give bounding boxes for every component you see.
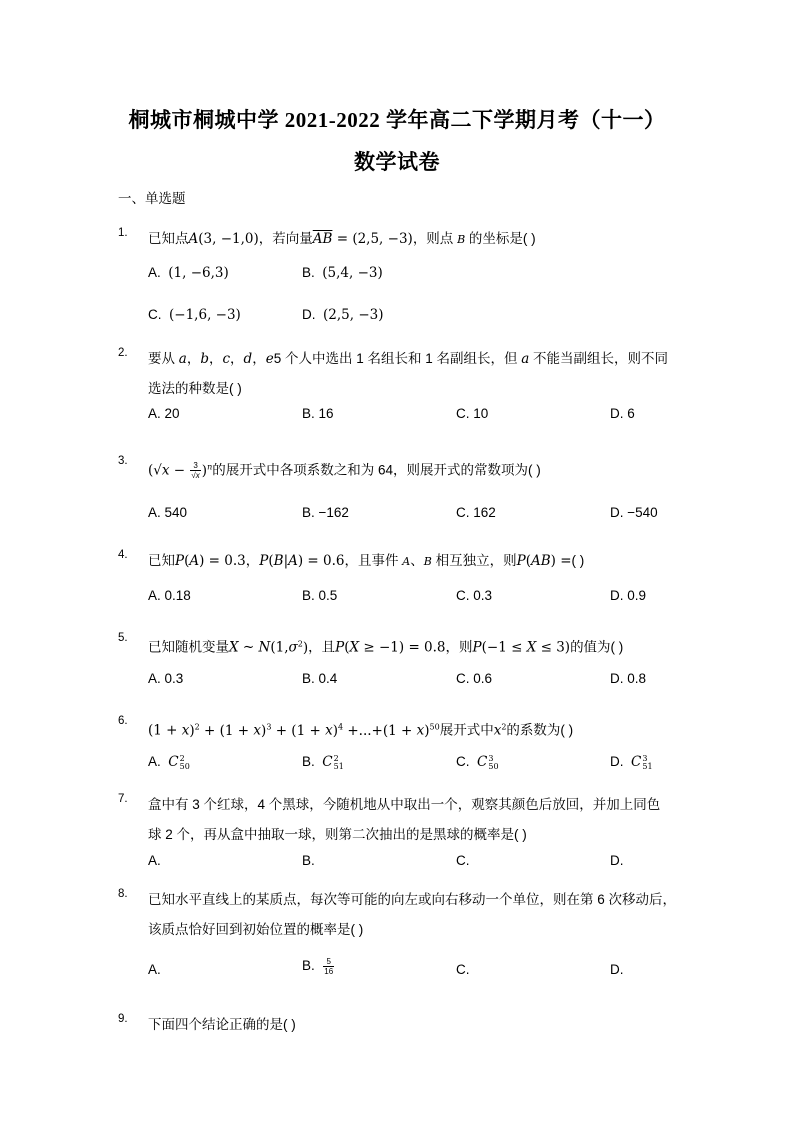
- question-text: [148, 790, 688, 850]
- option-c: C.: [456, 962, 470, 977]
- question-number: 8.: [118, 888, 128, 900]
- option-d: D. C 3 51: [610, 753, 653, 771]
- option-d: D. 0.8: [610, 671, 647, 686]
- option-d: D.: [610, 853, 624, 868]
- option-a: A. 0.18: [148, 588, 191, 603]
- option-b: B. −162: [302, 505, 349, 520]
- option-a: A.: [148, 853, 161, 868]
- question-text: 已知点A(3, −1,0)，若向量$\overline{AB} = (2,5$, −3)，则点 B 的坐标是( ): [148, 231, 536, 247]
- question-text-line-1: 已知水平直线上的某质点，每次等可能的向左或向右移动一个单位，则在第 6 次移动后，: [148, 892, 677, 907]
- option-b: B. 0.5: [302, 588, 338, 603]
- option-a: A. C 2 50: [148, 753, 190, 771]
- question-text: 已知P(A) = 0.3，P(B|A) = 0.6，且事件 A、B 相互独立，则P(AB) =( ): [148, 553, 585, 569]
- question-number: 3.: [118, 455, 128, 467]
- question-text: 已知随机变量X ~ $N(1,\sigma^2)$，且P(X ≥ −1) = 0.8，则P(−1 ≤ X ≤ 3)的值为( ): [148, 639, 624, 656]
- option-b: B.: [302, 853, 315, 868]
- question-number: 6.: [118, 715, 128, 727]
- option-a: A. 20: [148, 406, 180, 421]
- option-b: B. (5,4, −3): [302, 265, 383, 281]
- exam-title: 桐城市桐城中学 2021-2022 学年高二下学期月考（十一）: [128, 108, 666, 132]
- question-text: $(1 + x)^2 + (1 + x)^3 + (1 + x)^4 +...+(1 + x)^{50}$展开式中$x^2$的系数为( ): [148, 722, 574, 739]
- question-text: 下面四个结论正确的是( ): [148, 1017, 296, 1032]
- question-text: (√x − $\frac{3}{√x}$ )$^n$的展开式中各项系数之和为 64，则展开式的常数项为( ): [148, 461, 541, 481]
- option-c: C. C 3 50: [456, 753, 499, 771]
- option-a: A. 0.3: [148, 671, 184, 686]
- option-d: D.: [610, 962, 624, 977]
- option-d: D. (2,5, −3): [302, 307, 384, 323]
- question-number: 1.: [118, 227, 128, 239]
- option-d: D. −540: [610, 505, 658, 520]
- option-c: C. 0.3: [456, 588, 493, 603]
- question-text: 要从 a，b，c，d，e5 个人中选出 1 名组长和 1 名副组长，但 a 不能当副组长，则不同 选法的种数是( ): [148, 351, 669, 396]
- option-d: D. 0.9: [610, 588, 647, 603]
- option-c: C. 0.6: [456, 671, 493, 686]
- question-text: [148, 885, 688, 945]
- option-b: B. 16: [302, 406, 334, 421]
- question-text-line-2: 球 2 个，再从盒中抽取一球，则第二次抽出的是黑球的概率是( ): [148, 827, 527, 842]
- option-a: A. (1, −6,3): [148, 265, 229, 281]
- section-heading: 一、单选题: [118, 191, 186, 206]
- option-d: D. 6: [610, 406, 635, 421]
- option-a: A. 540: [148, 505, 188, 520]
- option-b: B. 0.4: [302, 671, 338, 686]
- question-number: 9.: [118, 1013, 128, 1025]
- question-text-line-1: 盒中有 3 个红球，4 个黑球，今随机地从中取出一个，观察其颜色后放回，并加上同色: [148, 797, 661, 812]
- question-number: 4.: [118, 549, 128, 561]
- option-c: C. 10: [456, 406, 489, 421]
- option-c: C. (−1,6, −3): [148, 307, 241, 323]
- question-number: 2.: [118, 347, 128, 359]
- question-number: 5.: [118, 632, 128, 644]
- option-c: C.: [456, 853, 470, 868]
- option-c: C. 162: [456, 505, 496, 520]
- option-b: B. $\frac{5}{16}$: [302, 957, 334, 976]
- exam-subtitle: 数学试卷: [354, 150, 440, 174]
- question-text-line-2: 该质点恰好回到初始位置的概率是( ): [148, 922, 364, 937]
- option-b: B. C 2 51: [302, 753, 344, 771]
- question-number: 7.: [118, 793, 128, 805]
- option-a: A.: [148, 962, 161, 977]
